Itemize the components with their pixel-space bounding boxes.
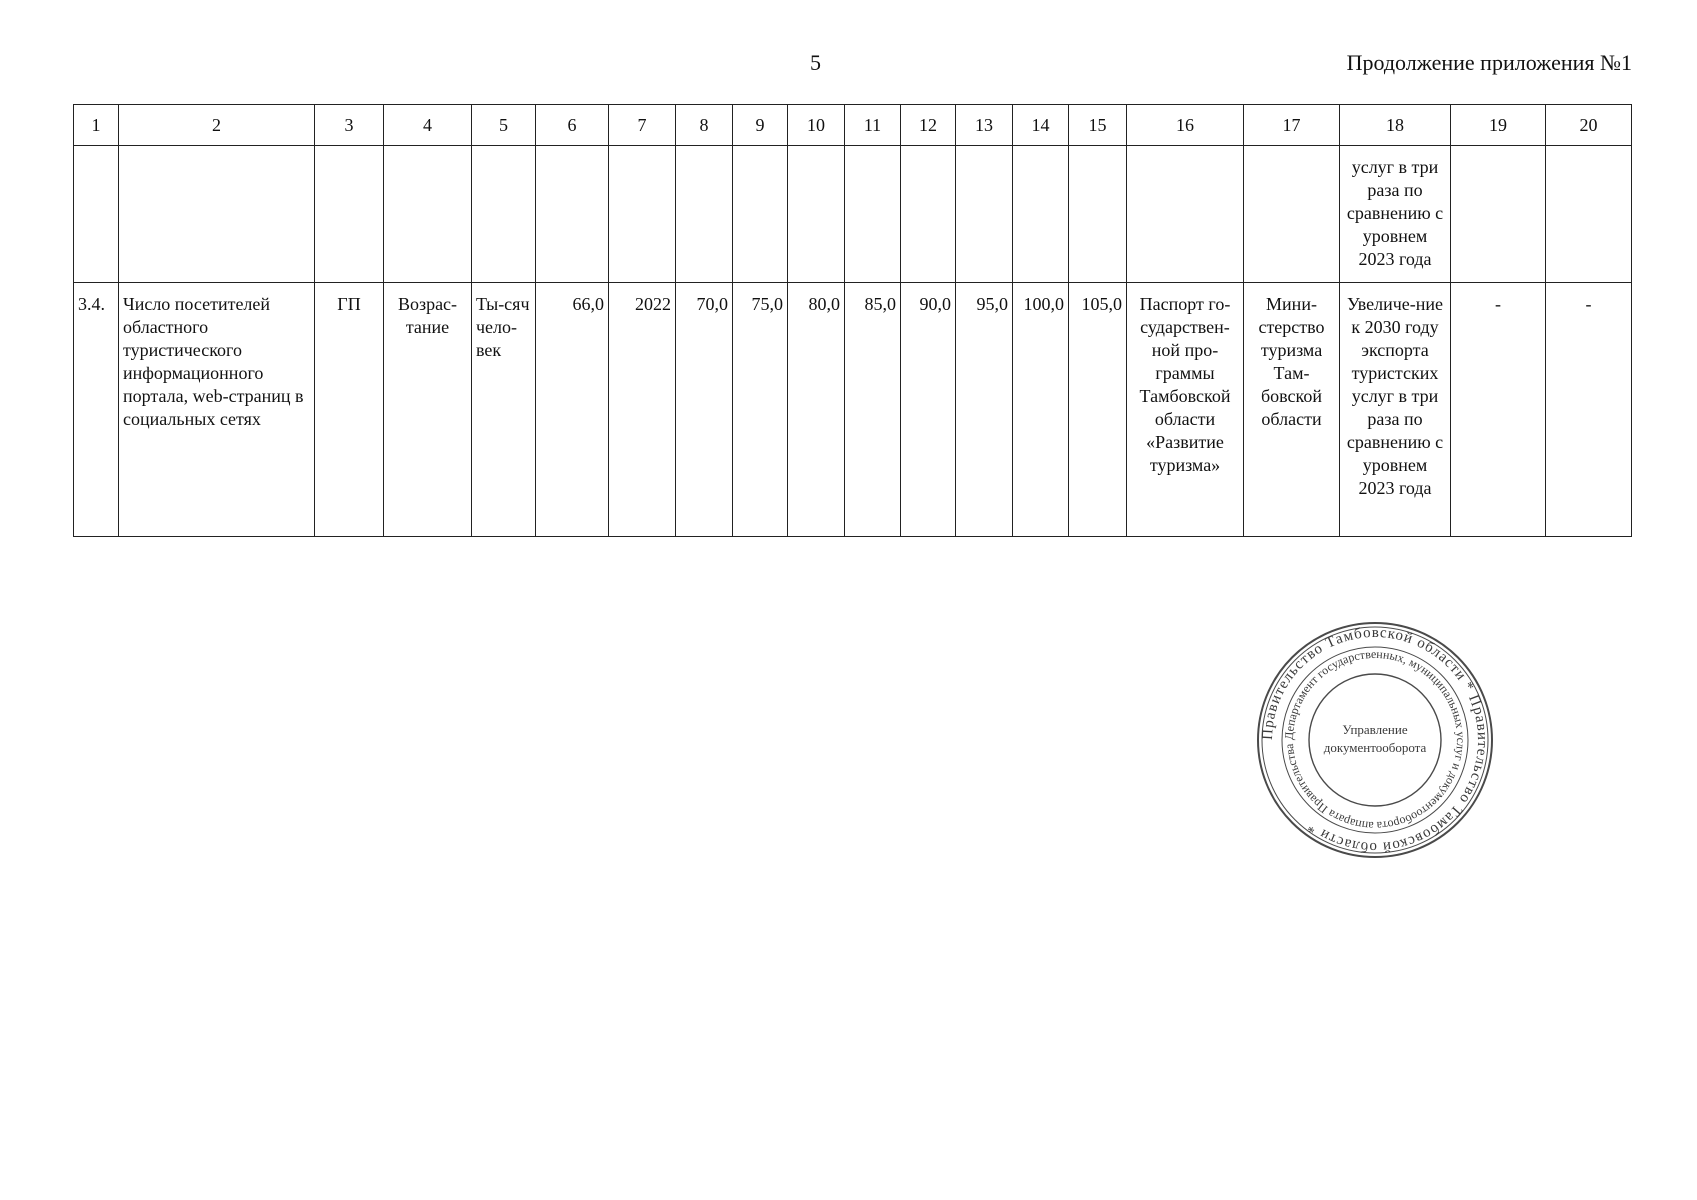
table-cell: [676, 146, 733, 283]
stamp-middle-text: Департамент государственных, муниципальных услуг и документооборота аппарата Правительства: [1281, 646, 1469, 834]
header-cell: 20: [1546, 105, 1632, 146]
indicator-level-cell: ГП: [315, 283, 384, 537]
header-cell: 17: [1244, 105, 1340, 146]
table-cell: [1451, 146, 1546, 283]
value-cell: 95,0: [956, 283, 1013, 537]
header-cell: 11: [845, 105, 901, 146]
official-stamp: [1255, 620, 1495, 860]
header-cell: 15: [1069, 105, 1127, 146]
value-cell: 75,0: [733, 283, 788, 537]
document-cell: Паспорт го-сударствен-ной про-граммы Тамбовской области «Развитие туризма»: [1127, 283, 1244, 537]
table-cell: [609, 146, 676, 283]
stamp-center-line2: документооборота: [1323, 740, 1427, 755]
dash-cell: -: [1451, 283, 1546, 537]
indicator-name-cell: Число посетителей областного туристического информационного портала, web-страниц в социальных сетях: [119, 283, 315, 537]
value-cell: 90,0: [901, 283, 956, 537]
header-cell: 9: [733, 105, 788, 146]
table-cell: [472, 146, 536, 283]
header-cell: 6: [536, 105, 609, 146]
value-cell: 70,0: [676, 283, 733, 537]
trend-cell: Возрас-тание: [384, 283, 472, 537]
dash-cell: -: [1546, 283, 1632, 537]
header-cell: 12: [901, 105, 956, 146]
stamp-seal: [1255, 620, 1495, 860]
header-cell: 5: [472, 105, 536, 146]
page-number: 5: [810, 50, 821, 75]
base-value-cell: 66,0: [536, 283, 609, 537]
table-cell: [1069, 146, 1127, 283]
table-cell: [1127, 146, 1244, 283]
table-cell: [845, 146, 901, 283]
base-year-cell: 2022: [609, 283, 676, 537]
table-cell: [536, 146, 609, 283]
expected-result-cell: услуг в три раза по сравнению с уровнем 2023 года: [1340, 146, 1451, 283]
table-cell: [1546, 146, 1632, 283]
header-cell: 1: [74, 105, 119, 146]
header-cell: 13: [956, 105, 1013, 146]
value-cell: 85,0: [845, 283, 901, 537]
responsible-cell: Мини-стерство туризма Там-бовской области: [1244, 283, 1340, 537]
table-cell: [119, 146, 315, 283]
indicators-table: [73, 104, 1632, 537]
header-cell: 4: [384, 105, 472, 146]
stamp-outer-text: Правительство Тамбовской области * Правительство Тамбовской области *: [1259, 624, 1491, 856]
table-cell: [1013, 146, 1069, 283]
table-row-continuation: [74, 146, 1632, 283]
header-cell: 2: [119, 105, 315, 146]
expected-result-cell: Увеличе-ние к 2030 году экспорта туристских услуг в три раза по сравнению с уровнем 2023 года: [1340, 283, 1451, 537]
stamp-center-line1: Управление: [1342, 722, 1408, 737]
header-cell: 10: [788, 105, 845, 146]
table-cell: [788, 146, 845, 283]
table-cell: [74, 146, 119, 283]
table-cell: [901, 146, 956, 283]
table-cell: [956, 146, 1013, 283]
value-cell: 100,0: [1013, 283, 1069, 537]
header-cell: 7: [609, 105, 676, 146]
table-cell: [315, 146, 384, 283]
continuation-label: Продолжение приложения №1: [1346, 50, 1632, 75]
header-cell: 14: [1013, 105, 1069, 146]
table-row-3-4: [74, 283, 1632, 537]
table-cell: [384, 146, 472, 283]
header-cell: 16: [1127, 105, 1244, 146]
header-cell: 3: [315, 105, 384, 146]
unit-cell: Ты-сяч чело-век: [472, 283, 536, 537]
header-cell: 8: [676, 105, 733, 146]
table-header-row: [74, 105, 1632, 146]
value-cell: 80,0: [788, 283, 845, 537]
value-cell: 105,0: [1069, 283, 1127, 537]
row-number-cell: 3.4.: [74, 283, 119, 537]
table-cell: [1244, 146, 1340, 283]
header-cell: 19: [1451, 105, 1546, 146]
table-cell: [733, 146, 788, 283]
header-cell: 18: [1340, 105, 1451, 146]
